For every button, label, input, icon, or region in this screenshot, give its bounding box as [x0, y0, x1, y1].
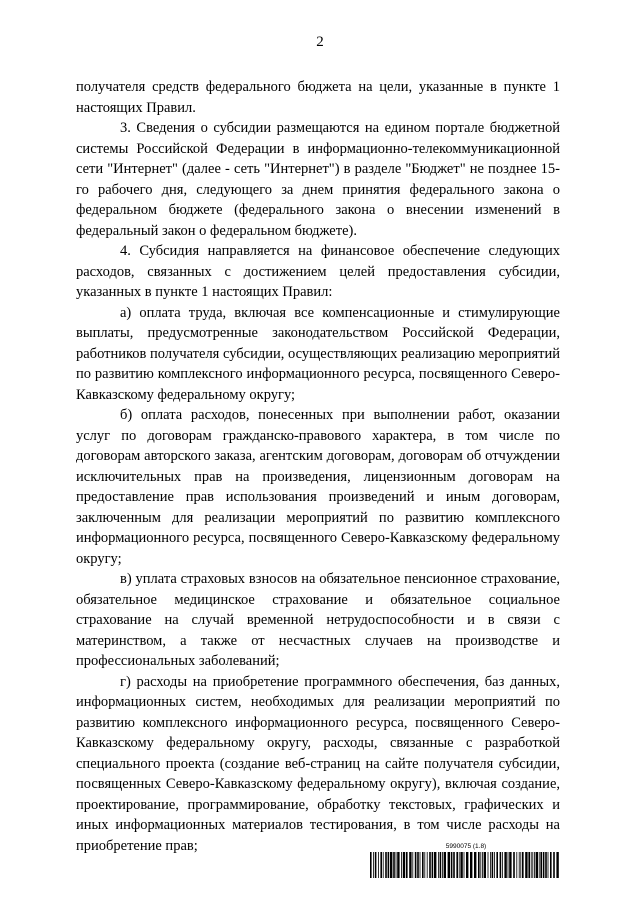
paragraph-item-b: б) оплата расходов, понесенных при выполнении работ, оказании услуг по договорам гражданско-правового характера, в том числе по договорам авторского заказа, агентским договорам, договорам об отчуждении исключительных прав на произведения, лицензионным договорам на предоставление прав использования произведений и иным договорам, заключенным для реализации мероприятий по развитию комплексного информационного ресурса, посвященного Северо-Кавказскому федеральному округу; — [76, 407, 560, 567]
paragraph-item-g: г) расходы на приобретение программного обеспечения, баз данных, информационных систем, необходимых для реализации мероприятий по развитию комплексного информационного ресурса, посвященного Северо-Кавказскому федеральному округу, расходы, связанные с разработкой специального проекта (создание веб-страниц на сайте получателя субсидии, посвященных Северо-Кавказскому федеральному округу), включая создание, проектирование, программирование, обработку текстовых, графических и иных информационных материалов тестирования, в том числе расходы на приобретение прав; — [76, 673, 560, 854]
document-body — [76, 77, 560, 856]
paragraph-clause-4: 4. Субсидия направляется на финансовое обеспечение следующих расходов, связанных с достижением целей предоставления субсидии, указанных в пункте 1 настоящих Правил: — [76, 243, 560, 300]
barcode-icon — [370, 852, 562, 878]
paragraph-continuation: получателя средств федерального бюджета на цели, указанные в пункте 1 настоящих Правил. — [76, 79, 560, 116]
barcode-number: 5990075 (1.8) — [445, 843, 487, 850]
barcode-block — [370, 842, 562, 878]
page-number: 2 — [316, 34, 324, 50]
paragraph-clause-3: 3. Сведения о субсидии размещаются на едином портале бюджетной системы Российской Федерации в информационно-телекоммуникационной сети "Интернет" (далее - сеть "Интернет") в разделе "Бюджет" не позднее 15-го рабочего дня, следующего за днем принятия федерального закона о федеральном бюджете (федерального закона о внесении изменений в федеральный закон о федеральном бюджете). — [76, 120, 560, 239]
paragraph-item-v: в) уплата страховых взносов на обязательное пенсионное страхование, обязательное медицинское страхование и обязательное социальное страхование на случай временной нетрудоспособности и в связи с материнством, а также от несчастных случаев на производстве и профессиональных заболеваний; — [76, 571, 560, 669]
paragraph-item-a: а) оплата труда, включая все компенсационные и стимулирующие выплаты, предусмотренные законодательством Российской Федерации, работников получателя субсидии, осуществляющих реализацию мероприятий по развитию комплексного информационного ресурса, посвященного Северо-Кавказскому федеральному округу; — [76, 304, 560, 403]
